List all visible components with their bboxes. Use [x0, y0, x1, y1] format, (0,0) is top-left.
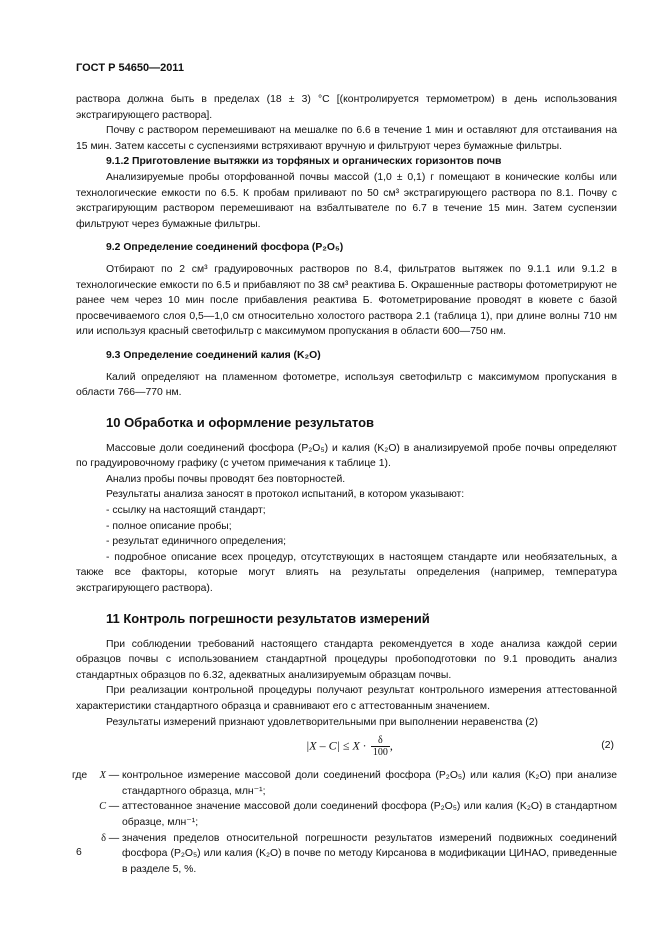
paragraph-11-3: Результаты измерений признают удовлетворительными при выполнении неравенства (2) [106, 716, 538, 728]
definition-dash: — [108, 770, 120, 782]
section-heading-11: 11 Контроль погрешности результатов измерений [106, 610, 430, 626]
paragraph-continued: раствора должна быть в пределах (18 ± 3) °С [(контролируется термометром) в день использования экстрагирующего раствора]. [76, 94, 617, 121]
definition-symbol: X [99, 770, 106, 782]
list-item: - подробное описание всех процедур, отсутствующих в настоящем стандарте или необязательных, а также все факторы, которые могут влиять на результаты определения (например, температура экстрагирующего раствора). [76, 551, 617, 595]
formula-expression [306, 735, 393, 758]
formula-denominator: 100 [372, 747, 388, 759]
definition-text: аттестованное значение массовой доли соединений фосфора (P₂O₅) или калия (K₂O) в стандартном образце, млн⁻¹; [122, 801, 617, 828]
paragraph-11-2: При реализации контрольной процедуры получают результат контрольного измерения аттестованной характеристики стандартного образца и сравнивают его с аттестованным значением. [76, 685, 617, 712]
formula-tail: , [389, 738, 393, 753]
definition-row [72, 768, 617, 799]
subsection-heading-9-1-2: 9.1.2 Приготовление вытяжки из торфяных и органических горизонтов почв [106, 156, 502, 168]
paragraph-10-1: Массовые доли соединений фосфора (P₂O₅) и калия (K₂O) в анализируемой пробе почвы определяют по градуировочному графику (с учетом примечания к таблице 1). [76, 442, 617, 470]
definition-symbol: δ [101, 832, 106, 844]
subsection-heading-9-2: 9.2 Определение соединений фосфора (P₂O₅) [106, 242, 344, 254]
formula-number: (2) [601, 740, 614, 752]
list-item: - полное описание пробы; [106, 520, 232, 532]
formula-2 [76, 732, 617, 762]
paragraph-9-1-2: Анализируемые пробы оторфованной почвы массой (1,0 ± 0,1) г помещают в конические колбы или технологические емкости по 6.5. К пробам приливают по 50 см³ экстрагирующего раствора по 8.1. Почву с экстрагирующим раствором перемешивают на взбалтывателе по 6.7 в течение 15 мин. Затем суспензии фильтруют через бумажные фильтры. [76, 171, 617, 230]
paragraph-mixing: Почву с раствором перемешивают на мешалке по 6.6 в течение 1 мин и оставляют для отстаивания на 15 мин. Затем кассеты с суспензиями встряхивают вручную и фильтруют через бумажные фильтры. [76, 125, 617, 152]
formula-lhs: |X – C| ≤ X · [306, 738, 366, 753]
section-heading-10: 10 Обработка и оформление результатов [106, 414, 375, 430]
paragraph-10-3: Результаты анализа заносят в протокол испытаний, в котором указывают: [106, 489, 465, 501]
definition-text: значения пределов относительной погрешности результатов измерений подвижных соединений фосфора (P₂O₅) или калия (K₂O) в почве по методу Кирсанова в модификации ЦИНАО, приведенные в разделе 5, %. [122, 832, 617, 875]
subsection-heading-9-3: 9.3 Определение соединений калия (K₂O) [106, 349, 321, 361]
definition-dash: — [108, 801, 120, 813]
paragraph-10-2: Анализ пробы почвы проводят без повторностей. [106, 473, 346, 485]
where-label: где [72, 770, 88, 782]
page-number: 6 [76, 847, 82, 858]
definition-dash: — [108, 832, 120, 844]
paragraph-9-2: Отбирают по 2 см³ градуировочных растворов по 8.4, фильтратов вытяжек по 9.1.1 или 9.1.2 в технологические емкости по 6.5 и прибавляют по 38 см³ реактива Б. Окрашенные растворы фотометрируют не ранее чем через 10 мин после прибавления реактива Б. Фотометрирование проводят в кювете с базой просвечиваемого слоя 0,5—1,0 см относительно холостого раствора 2.1 (таблица 1), при длине волны 710 нм или используя красный светофильтр с максимумом пропускания в области 600—750 нм. [76, 263, 617, 338]
definition-row [76, 831, 617, 878]
formula-fraction [371, 735, 390, 758]
definition-symbol: C [99, 801, 106, 813]
paragraph-9-3: Калий определяют на пламенном фотометре, используя светофильтр с максимумом пропускания в области 766—770 нм. [76, 371, 617, 399]
definition-row [76, 799, 617, 830]
paragraph-11-1: При соблюдении требований настоящего стандарта рекомендуется в ходе анализа каждой серии образцов почвы с использованием стандартной процедуры пробоподготовки по 9.1 проводить анализ стандартных образцов по 6.32, адекватных анализируемым образцам почвы. [76, 638, 617, 681]
page-content [72, 92, 617, 877]
list-item: - результат единичного определения; [106, 536, 287, 548]
symbol-definitions [72, 768, 617, 877]
formula-numerator: δ [371, 735, 390, 747]
document-code-header: ГОСТ Р 54650—2011 [76, 62, 184, 74]
definition-text: контрольное измерение массовой доли соединений фосфора (P₂O₅) или калия (K₂O) при анализе стандартного образца, млн⁻¹; [122, 770, 617, 797]
list-item: - ссылку на настоящий стандарт; [106, 505, 266, 517]
